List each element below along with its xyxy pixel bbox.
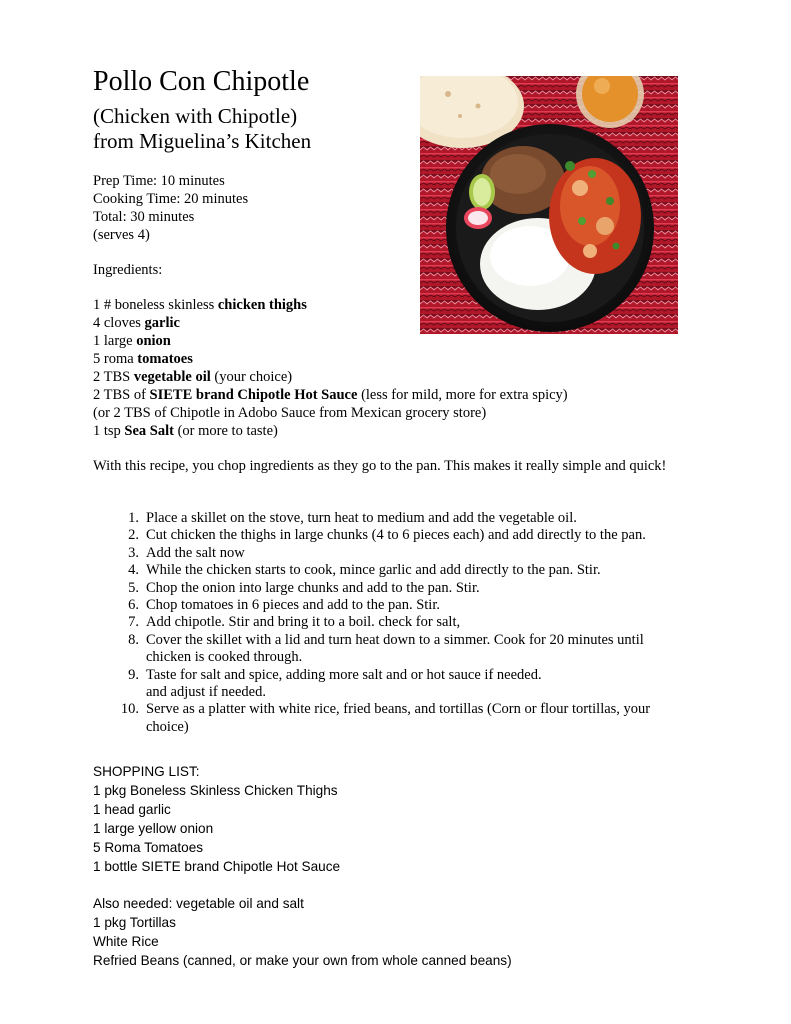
chicken-chipotle xyxy=(549,158,641,274)
instruction-step: 5. Chop the onion into large chunks and add to the pan. Stir. xyxy=(128,579,480,596)
instruction-step: 8. Cover the skillet with a lid and turn heat down to a simmer. Cook for 20 minutes until chicken is cooked through. xyxy=(128,631,644,666)
dish-photo xyxy=(420,76,678,334)
instruction-step: 3. Add the salt now xyxy=(128,544,245,561)
also-item: Also needed: vegetable oil and salt xyxy=(93,896,304,911)
total-time: Total: 30 minutes xyxy=(93,209,195,225)
instruction-step: 10. Serve as a platter with white rice, fried beans, and tortillas (Corn or flour tortillas, your choice) xyxy=(120,701,651,735)
instruction-step: 4. While the chicken starts to cook, mince garlic and add directly to the pan. Stir. xyxy=(128,562,601,579)
shopping-heading: SHOPPING LIST: xyxy=(93,764,200,779)
also-item: 1 pkg Tortillas xyxy=(93,915,176,930)
ingredients-heading: Ingredients: xyxy=(93,262,163,278)
shopping-item: 1 pkg Boneless Skinless Chicken Thighs xyxy=(93,783,338,798)
also-needed-list xyxy=(93,894,512,970)
shopping-item: 1 large yellow onion xyxy=(93,821,214,836)
ingredient-item: 5 roma tomatoes xyxy=(93,351,193,367)
prep-time: Prep Time: 10 minutes xyxy=(93,173,225,189)
cook-time: Cooking Time: 20 minutes xyxy=(93,191,249,207)
shopping-item: 1 head garlic xyxy=(93,802,171,817)
instruction-step: 2. Cut chicken the thighs in large chunks (4 to 6 pieces each) and add directly to the pan. xyxy=(128,527,646,544)
ingredient-item: 4 cloves garlic xyxy=(93,315,180,331)
instructions-list xyxy=(105,510,695,736)
shopping-item: 5 Roma Tomatoes xyxy=(93,840,204,855)
ingredient-item: (or 2 TBS of Chipotle in Adobo Sauce from Mexican grocery store) xyxy=(93,405,487,421)
recipe-subtitle: (Chicken with Chipotle) xyxy=(93,104,298,128)
ingredient-item: 1 # boneless skinless chicken thighs xyxy=(93,297,307,313)
ingredient-item: 2 TBS of SIETE brand Chipotle Hot Sauce (less for mild, more for extra spicy) xyxy=(93,387,568,403)
recipe-source: from Miguelina’s Kitchen xyxy=(93,129,312,153)
shopping-item: 1 bottle SIETE brand Chipotle Hot Sauce xyxy=(93,859,341,874)
intro-paragraph: With this recipe, you chop ingredients as they go to the pan. This makes it really simple and quick! xyxy=(93,458,667,474)
instruction-step: 6. Chop tomatoes in 6 pieces and add to the pan. Stir. xyxy=(128,597,440,614)
ingredient-item: 1 large onion xyxy=(93,333,171,349)
also-item: Refried Beans (canned, or make your own from whole canned beans) xyxy=(93,953,512,968)
servings: (serves 4) xyxy=(93,227,150,243)
ingredient-item: 2 TBS vegetable oil (your choice) xyxy=(93,369,293,385)
also-item: White Rice xyxy=(93,934,159,949)
recipe-title: Pollo Con Chipotle xyxy=(93,66,310,97)
instruction-step: 7. Add chipotle. Stir and bring it to a boil. check for salt, xyxy=(128,614,461,631)
instruction-step: 1. Place a skillet on the stove, turn heat to medium and add the vegetable oil. xyxy=(128,510,577,526)
time-info xyxy=(93,172,248,244)
ingredient-item: 1 tsp Sea Salt (or more to taste) xyxy=(93,423,278,439)
instruction-step: 9. Taste for salt and spice, adding more salt and or hot sauce if needed. and adjust if needed. xyxy=(128,666,542,701)
shopping-list xyxy=(93,762,340,876)
